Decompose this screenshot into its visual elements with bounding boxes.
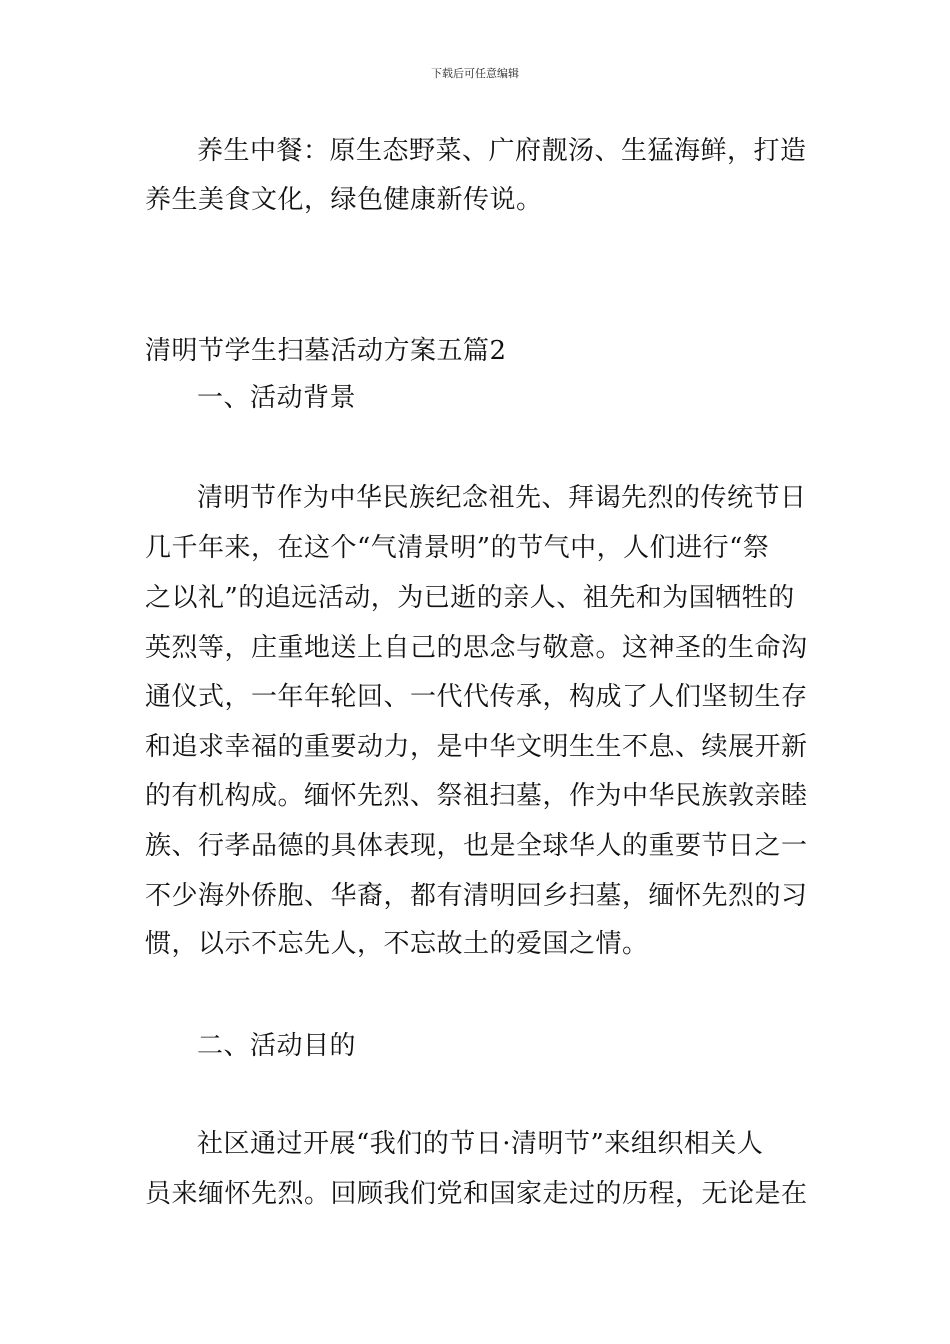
paragraph-line: 几千年来，在这个“气清景明”的节气中，人们进行“祭 [145,533,770,563]
paragraph-line: 通仪式，一年年轮回、一代代传承，构成了人们坚韧生存 [145,682,808,712]
paragraph-line: 社区通过开展“我们的节日·清明节”来组织相关人 [197,1129,764,1159]
paragraph-line: 和追求幸福的重要动力，是中华文明生生不息、续展开新 [145,732,808,762]
section-title: 清明节学生扫墓活动方案五篇2 [145,336,507,366]
section-heading: 二、活动目的 [197,1031,357,1061]
section-heading: 一、活动背景 [197,383,357,413]
paragraph-line: 英烈等，庄重地送上自己的思念与敬意。这神圣的生命沟 [145,633,808,663]
paragraph-line: 养生中餐：原生态野菜、广府靓汤、生猛海鲜，打造 [197,136,807,166]
paragraph-line: 养生美食文化，绿色健康新传说。 [145,185,543,215]
paragraph-line: 的有机构成。缅怀先烈、祭祖扫墓，作为中华民族敦亲睦 [145,781,808,811]
paragraph-line: 不少海外侨胞、华裔，都有清明回乡扫墓，缅怀先烈的习 [145,881,808,911]
paragraph-line: 清明节作为中华民族纪念祖先、拜谒先烈的传统节日 [197,483,807,513]
paragraph-line: 族、行孝品德的具体表现，也是全球华人的重要节日之一 [145,831,808,861]
paragraph-line: 员来缅怀先烈。回顾我们党和国家走过的历程，无论是在 [145,1179,808,1209]
paragraph-line: 惯，以示不忘先人，不忘故土的爱国之情。 [145,929,649,959]
header-note: 下载后可任意编辑 [431,67,519,80]
paragraph-line: 之以礼”的追远活动，为已逝的亲人、祖先和为国牺牲的 [145,583,795,613]
